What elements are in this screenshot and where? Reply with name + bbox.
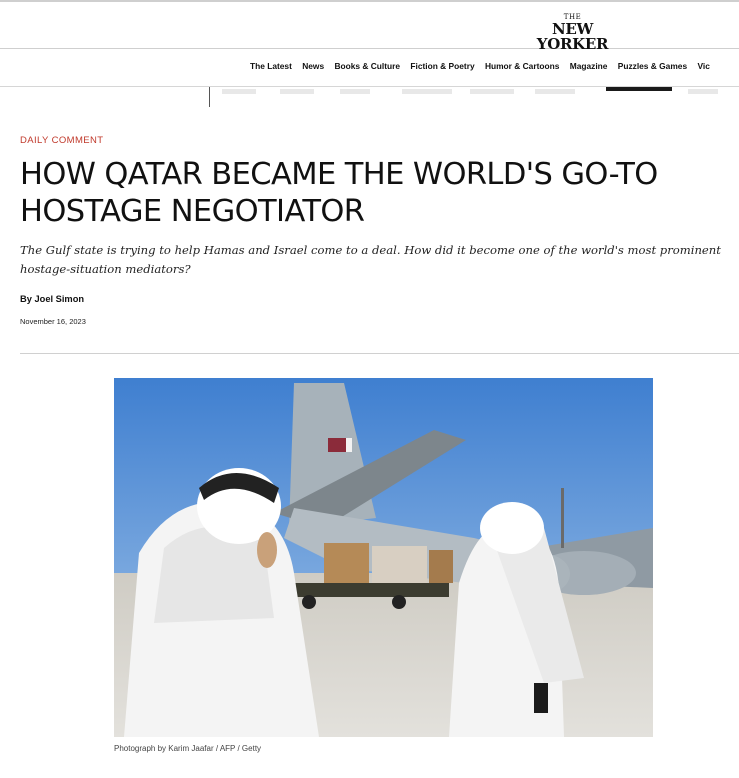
lead-photograph: [114, 378, 653, 737]
nav-item-the-latest[interactable]: The Latest: [250, 61, 292, 71]
secondary-bar-active-indicator: [606, 87, 672, 91]
secondary-bar-ghost-item: [402, 89, 452, 94]
secondary-bar-ghost-item: [222, 89, 256, 94]
masthead: [0, 0, 739, 53]
lead-photograph-illustration: [114, 378, 653, 737]
nav-item-humor-cartoons[interactable]: Humor & Cartoons: [484, 61, 560, 71]
new-yorker-logo[interactable]: [525, 13, 620, 53]
secondary-bar-ghost-item: [535, 89, 575, 94]
secondary-bar-ghost-item: [280, 89, 314, 94]
nav-item-puzzles-games[interactable]: Puzzles & Games: [617, 61, 688, 71]
header-divider: [20, 353, 739, 354]
main-nav-bar: [0, 49, 739, 87]
secondary-bar-ghost-item: [688, 89, 718, 94]
nav-item-magazine[interactable]: Magazine: [569, 61, 608, 71]
article-byline[interactable]: By Joel Simon: [20, 294, 85, 304]
nav-item-news[interactable]: News: [302, 61, 325, 71]
logo-name: NEW YORKER: [536, 20, 609, 53]
main-nav: [250, 61, 718, 71]
article-rubric[interactable]: DAILY COMMENT: [20, 135, 104, 146]
secondary-bar-divider: [209, 87, 210, 107]
nav-item-video[interactable]: Vic: [697, 61, 710, 71]
photo-caption: Photograph by Karim Jaafar / AFP / Getty: [114, 744, 262, 753]
logo-the: THE: [563, 13, 582, 21]
article-date: November 16, 2023: [20, 317, 86, 326]
secondary-bar-ghost-item: [340, 89, 370, 94]
secondary-bar: [0, 87, 739, 107]
secondary-bar-ghost-item: [470, 89, 514, 94]
nav-item-books-culture[interactable]: Books & Culture: [334, 61, 401, 71]
nav-item-fiction-poetry[interactable]: Fiction & Poetry: [410, 61, 475, 71]
article-dek: The Gulf state is trying to help Hamas and Israel come to a deal. How did it become one of the world's most prominent hostage-situation mediators?: [20, 243, 721, 276]
article-headline: HOW QATAR BECAME THE WORLD'S GO-TO HOSTAGE NEGOTIATOR: [20, 157, 658, 229]
